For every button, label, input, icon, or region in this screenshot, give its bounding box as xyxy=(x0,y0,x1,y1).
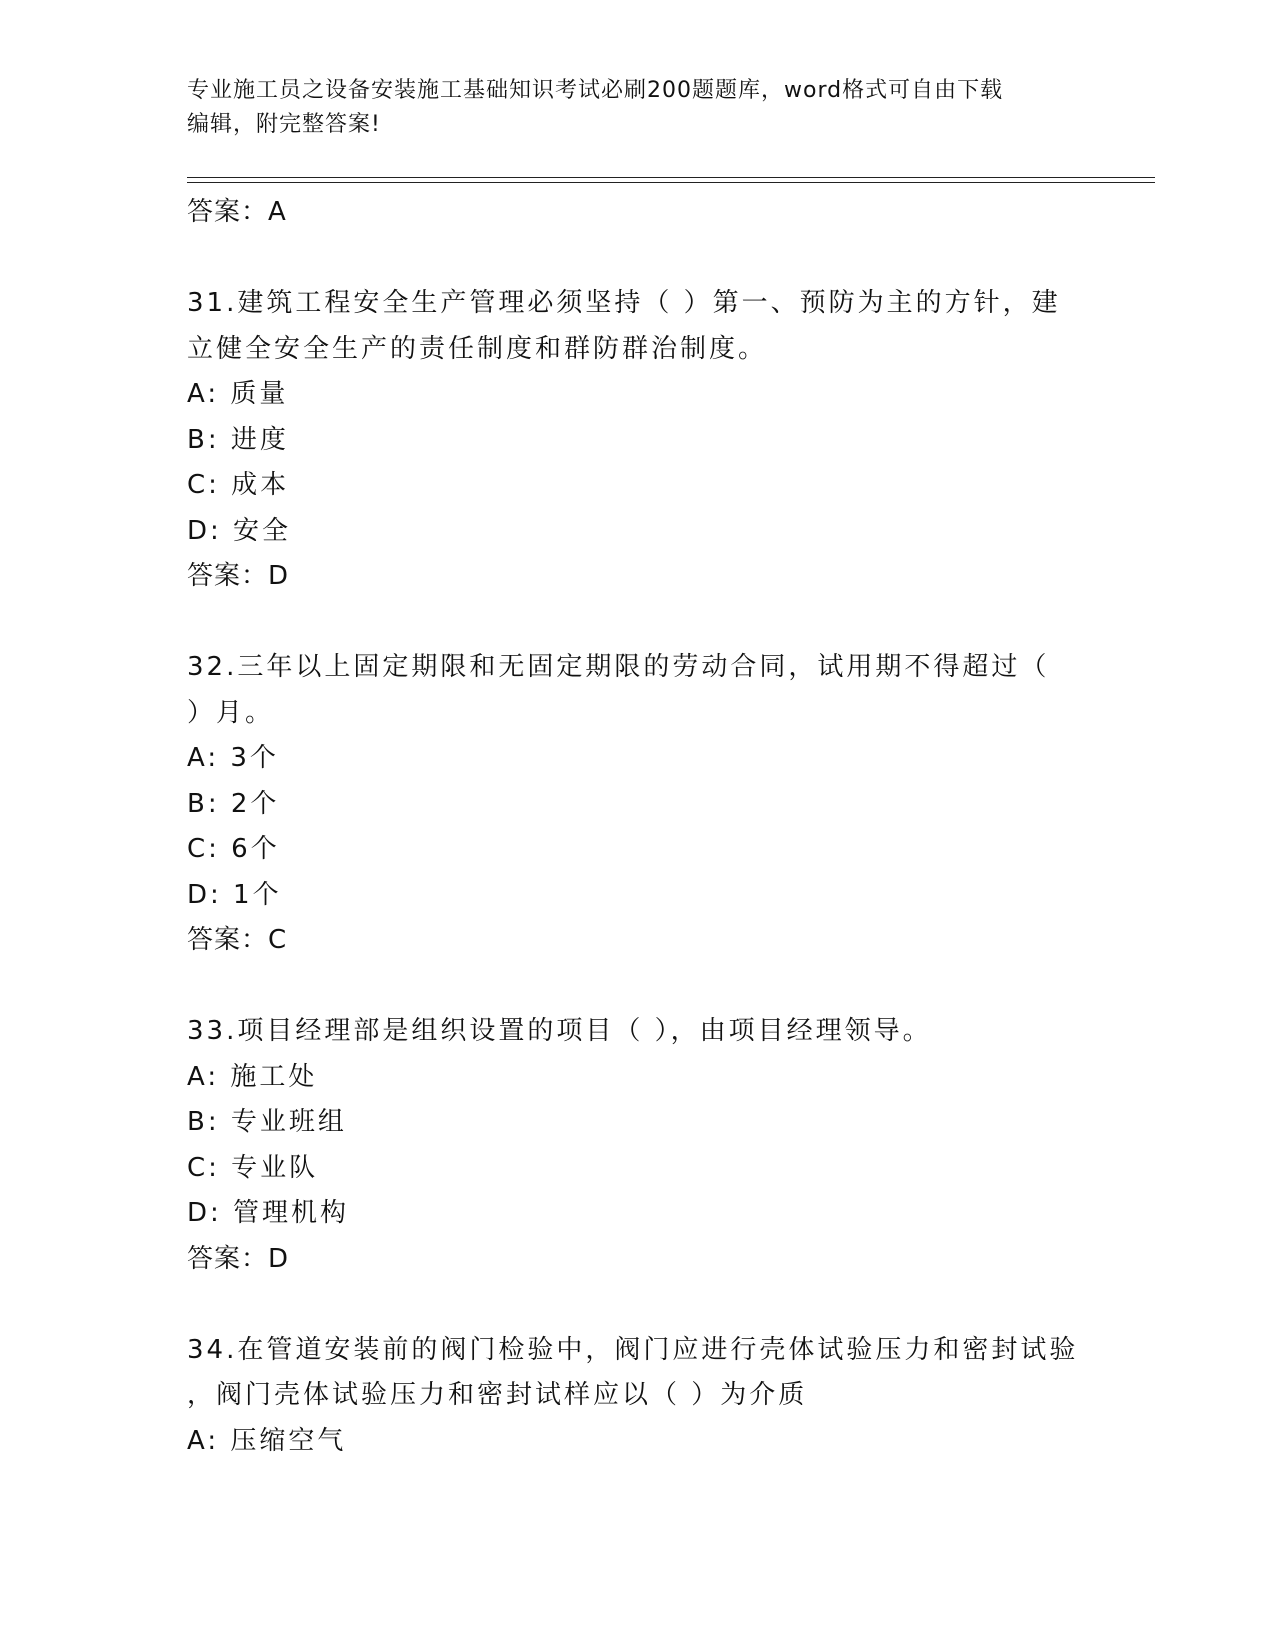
option-c: C: 成本 xyxy=(187,470,290,500)
document-header xyxy=(187,74,1087,142)
option-a: A: 3个 xyxy=(187,743,279,773)
spacer xyxy=(187,236,1087,282)
option-a: A: 施工处 xyxy=(187,1061,318,1092)
question-list xyxy=(187,190,1087,1464)
option-d: D: 管理机构 xyxy=(187,1198,350,1228)
spacer xyxy=(187,600,1087,646)
spacer xyxy=(187,1282,1087,1328)
spacer xyxy=(187,964,1087,1010)
header-divider-bottom xyxy=(187,182,1155,183)
question-block-34 xyxy=(187,1328,1087,1465)
option-a: A: 质量 xyxy=(187,379,289,409)
option-d: D: 1个 xyxy=(187,879,282,910)
option-b: B: 专业班组 xyxy=(187,1107,347,1137)
answer-label: 答案：D xyxy=(187,561,290,591)
question-stem-line: 34.在管道安装前的阀门检验中，阀门应进行壳体试验压力和密封试验 xyxy=(187,1334,1079,1365)
option-b: B: 2个 xyxy=(187,788,280,819)
header-title-line-1: 专业施工员之设备安装施工基础知识考试必刷200题题库，word格式可自由下载 xyxy=(187,78,1004,103)
option-b: B: 进度 xyxy=(187,424,289,455)
option-d: D: 安全 xyxy=(187,515,292,546)
question-block-31 xyxy=(187,281,1087,600)
question-block-32 xyxy=(187,645,1087,964)
question-stem-line: 32.三年以上固定期限和无固定期限的劳动合同，试用期不得超过（ xyxy=(187,652,1050,682)
option-a: A: 压缩空气 xyxy=(187,1425,347,1456)
question-stem-line: ）月。 xyxy=(187,697,275,728)
answer-label: 答案：D xyxy=(187,1243,290,1274)
question-stem-line: 31.建筑工程安全生产管理必须坚持（ ）第一、预防为主的方针，建 xyxy=(187,288,1061,318)
answer-label: 答案：C xyxy=(187,925,288,955)
header-title-line-2: 编辑，附完整答案! xyxy=(187,112,381,137)
option-c: C: 6个 xyxy=(187,834,280,864)
question-stem-line: 33.项目经理部是组织设置的项目（ ），由项目经理领导。 xyxy=(187,1016,932,1046)
question-stem-line: ，阀门壳体试验压力和密封试样应以（ ）为介质 xyxy=(187,1380,808,1410)
header-divider-top xyxy=(187,177,1155,178)
question-block-33 xyxy=(187,1009,1087,1282)
option-c: C: 专业队 xyxy=(187,1152,319,1183)
question-stem-line: 立健全安全生产的责任制度和群防群治制度。 xyxy=(187,333,768,364)
previous-answer: 答案：A xyxy=(187,197,287,227)
